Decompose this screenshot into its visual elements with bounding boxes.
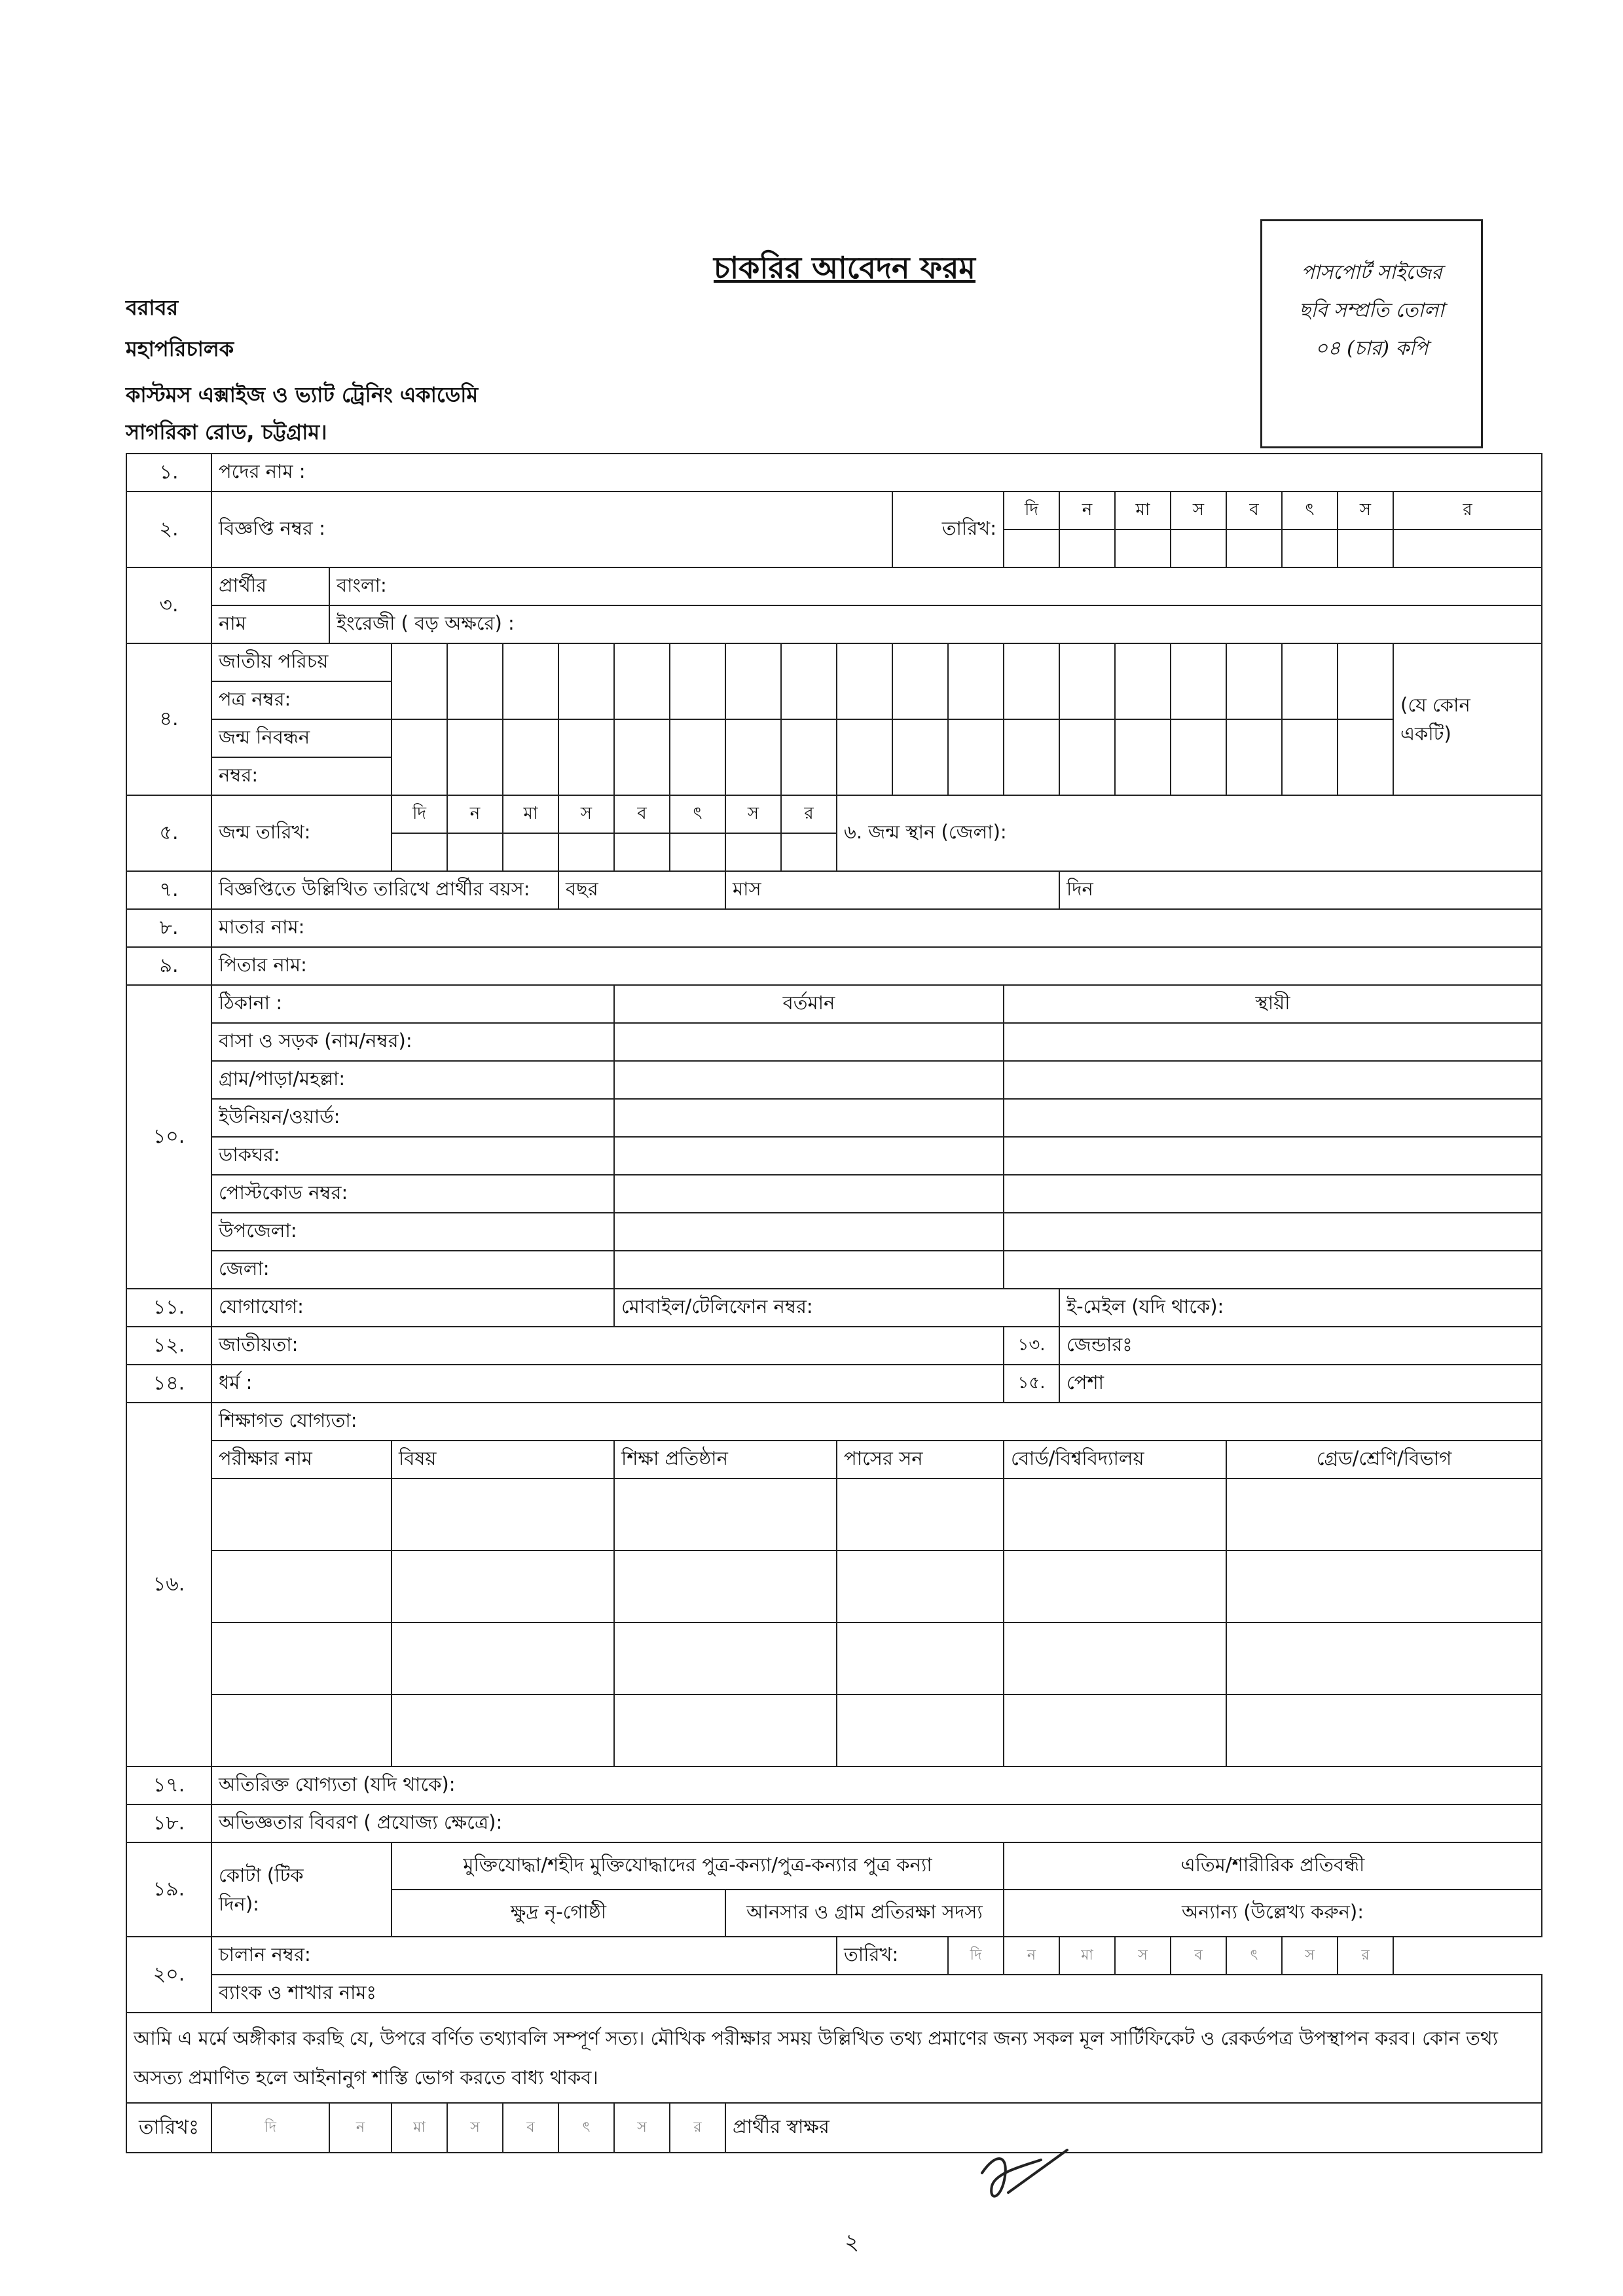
nid-box-3[interactable] (503, 643, 558, 719)
nid-box-18[interactable] (1338, 643, 1393, 719)
address-house-permanent[interactable] (1004, 1023, 1542, 1061)
signature-label[interactable]: প্রার্থীর স্বাক্ষর (725, 2103, 1542, 2153)
challan-date-box-8[interactable]: র (1338, 1937, 1393, 1975)
challan-date-box-1[interactable]: দি (948, 1937, 1004, 1975)
address-union-permanent[interactable] (1004, 1099, 1542, 1137)
row-14-number: ১৪. (126, 1365, 211, 1403)
brn-box-3[interactable] (503, 719, 558, 795)
footer-date-box-2[interactable]: ন (329, 2103, 392, 2153)
circular-number-field[interactable]: বিজ্ঞপ্তি নম্বর : (211, 492, 892, 567)
circular-date-box-5: ব (1226, 492, 1282, 529)
nid-box-15[interactable] (1171, 643, 1226, 719)
row-3-number: ৩. (126, 567, 211, 643)
edu-row-4-year[interactable] (837, 1695, 1004, 1767)
birth-date-box-6: ৎ (670, 795, 725, 833)
nid-box-1[interactable] (392, 643, 447, 719)
birth-date-input-6[interactable] (670, 833, 725, 871)
edu-row-1-grade[interactable] (1226, 1479, 1542, 1551)
experience-field[interactable]: অভিজ্ঞতার বিবরণ ( প্রযোজ্য ক্ষেত্রে): (211, 1804, 1542, 1842)
religion-field[interactable]: ধর্ম : (211, 1365, 1004, 1403)
row-1-number: ১. (126, 454, 211, 492)
edu-col-exam: পরীক্ষার নাম (211, 1441, 392, 1479)
challan-number-field[interactable]: চালান নম্বর: (211, 1937, 837, 1975)
footer-date-box-7[interactable]: স (614, 2103, 670, 2153)
occupation-field[interactable]: পেশা (1059, 1365, 1542, 1403)
address-union-label: ইউনিয়ন/ওয়ার্ড: (211, 1099, 614, 1137)
edu-col-board: বোর্ড/বিশ্ববিদ্যালয় (1004, 1441, 1226, 1479)
brn-box-1[interactable] (392, 719, 447, 795)
edu-row-3-subject[interactable] (392, 1623, 614, 1695)
photo-box-line-3: ০৪ (চার) কপি (1315, 337, 1429, 360)
birth-date-input-3[interactable] (503, 833, 558, 871)
edu-row-2-institution[interactable] (614, 1551, 837, 1623)
page-number: ২ (845, 2229, 860, 2255)
birth-date-box-7: স (725, 795, 781, 833)
email-field[interactable]: ই-মেইল (যদি থাকে): (1059, 1289, 1542, 1327)
challan-date-box-6[interactable]: ৎ (1226, 1937, 1282, 1975)
address-permanent-header: স্থায়ী (1004, 985, 1542, 1023)
row-8-number: ৮. (126, 909, 211, 947)
nid-box-7[interactable] (725, 643, 781, 719)
brn-box-18[interactable] (1338, 719, 1393, 795)
brn-box-10[interactable] (892, 719, 948, 795)
phone-field[interactable]: মোবাইল/টেলিফোন নম্বর: (614, 1289, 1059, 1327)
row-4-number: ৪. (126, 643, 211, 795)
edu-row-4-subject[interactable] (392, 1695, 614, 1767)
nid-box-9[interactable] (837, 643, 892, 719)
edu-row-3-year[interactable] (837, 1623, 1004, 1695)
edu-row-4-institution[interactable] (614, 1695, 837, 1767)
nid-box-13[interactable] (1059, 643, 1115, 719)
nid-box-8[interactable] (781, 643, 837, 719)
circular-date-input-1[interactable] (1004, 529, 1059, 567)
row-2-number: ২. (126, 492, 211, 567)
row-19-number: ১৯. (126, 1842, 211, 1937)
circular-date-input-7[interactable] (1338, 529, 1393, 567)
address-district-present[interactable] (614, 1251, 1004, 1289)
address-postoffice-label: ডাকঘর: (211, 1137, 614, 1175)
quota-label (211, 1842, 392, 1937)
nid-box-6[interactable] (670, 643, 725, 719)
brn-box-12[interactable] (1004, 719, 1059, 795)
id-note (1393, 643, 1542, 795)
age-year-field[interactable]: বছর (558, 871, 725, 909)
footer-date-box-4[interactable]: স (447, 2103, 503, 2153)
quota-orphan-disabled[interactable]: এতিম/শারীরিক প্রতিবন্ধী (1004, 1842, 1542, 1890)
quota-label-line-2: দিন): (219, 1893, 259, 1915)
circular-date-box-8: র (1393, 492, 1542, 529)
brn-box-4[interactable] (558, 719, 614, 795)
address-house-label: বাসা ও সড়ক (নাম/নম্বর): (211, 1023, 614, 1061)
address-line-3: কাস্টমস এক্সাইজ ও ভ্যাট ট্রেনিং একাডেমি (126, 382, 479, 407)
bank-branch-field[interactable]: ব্যাংক ও শাখার নামঃ (211, 1975, 1542, 2013)
address-postcode-present[interactable] (614, 1175, 1004, 1213)
id-note-line-2: একটি) (1400, 723, 1451, 745)
age-month-field[interactable]: মাস (725, 871, 1059, 909)
nid-box-2[interactable] (447, 643, 503, 719)
address-line-1: বরাবর (126, 295, 179, 320)
edu-row-2-grade[interactable] (1226, 1551, 1542, 1623)
row-12-number: ১২. (126, 1327, 211, 1365)
address-postcode-label: পোস্টকোড নম্বর: (211, 1175, 614, 1213)
form-title: চাকরির আবেদন ফরম (714, 250, 976, 285)
brn-label-1: জন্ম নিবন্ধন (211, 719, 392, 757)
nid-box-5[interactable] (614, 643, 670, 719)
row-13-number: ১৩. (1004, 1327, 1059, 1365)
nid-box-14[interactable] (1115, 643, 1171, 719)
photo-box-line-1: পাসপোর্ট সাইজের (1301, 261, 1442, 284)
brn-box-8[interactable] (781, 719, 837, 795)
birth-date-input-7[interactable] (725, 833, 781, 871)
age-label: বিজ্ঞপ্তিতে উল্লিখিত তারিখে প্রার্থীর বয়স: (211, 871, 558, 909)
edu-row-3-exam[interactable] (211, 1623, 392, 1695)
brn-box-2[interactable] (447, 719, 503, 795)
name-bangla-field[interactable]: বাংলা: (329, 567, 1542, 605)
circular-date-box-6: ৎ (1282, 492, 1338, 529)
edu-row-4-exam[interactable] (211, 1695, 392, 1767)
address-present-header: বর্তমান (614, 985, 1004, 1023)
row-18-number: ১৮. (126, 1804, 211, 1842)
application-form-table (126, 453, 1542, 2153)
address-line-4: সাগরিকা রোড, চট্টগ্রাম। (126, 420, 327, 444)
brn-box-6[interactable] (670, 719, 725, 795)
edu-row-1-exam[interactable] (211, 1479, 392, 1551)
challan-date-box-3[interactable]: মা (1059, 1937, 1115, 1975)
brn-box-7[interactable] (725, 719, 781, 795)
address-village-permanent[interactable] (1004, 1061, 1542, 1099)
birth-date-box-8: র (781, 795, 837, 833)
circular-date-box-2: ন (1059, 492, 1115, 529)
birth-date-box-2: ন (447, 795, 503, 833)
address-line-2: মহাপরিচালক (126, 336, 234, 361)
edu-row-1-year[interactable] (837, 1479, 1004, 1551)
nid-box-10[interactable] (892, 643, 948, 719)
address-house-present[interactable] (614, 1023, 1004, 1061)
birth-date-box-3: মা (503, 795, 558, 833)
circular-date-input-3[interactable] (1115, 529, 1171, 567)
declaration-text: আমি এ মর্মে অঙ্গীকার করছি যে, উপরে বর্ণিত তথ্যাবলি সম্পূর্ণ সত্য। মৌখিক পরীক্ষার সময় উল্লিখিত তথ্য প্রমাণের জন্য সকল মূল সার্টিফিকেট ও রেকর্ডপত্র উপস্থাপন করব। কোন তথ্য অসত্য প্রমাণিত হলে আইনানুগ শাস্তি ভোগ করতে বাধ্য থাকব। (126, 2013, 1542, 2103)
name-english-field[interactable]: ইংরেজী ( বড় অক্ষরে) : (329, 605, 1542, 643)
signature-mark (969, 2147, 1074, 2219)
edu-row-1-institution[interactable] (614, 1479, 837, 1551)
challan-date-box-4[interactable]: স (1115, 1937, 1171, 1975)
education-label: শিক্ষাগত যোগ্যতা: (211, 1403, 1542, 1441)
brn-box-13[interactable] (1059, 719, 1115, 795)
edu-row-4-board[interactable] (1004, 1695, 1226, 1767)
circular-date-input-4[interactable] (1171, 529, 1226, 567)
nid-label-2: পত্র নম্বর: (211, 681, 392, 719)
address-village-present[interactable] (614, 1061, 1004, 1099)
birth-date-input-5[interactable] (614, 833, 670, 871)
circular-date-box-4: স (1171, 492, 1226, 529)
additional-qualification-field[interactable]: অতিরিক্ত যোগ্যতা (যদি থাকে): (211, 1767, 1542, 1804)
brn-box-5[interactable] (614, 719, 670, 795)
brn-box-17[interactable] (1282, 719, 1338, 795)
circular-date-box-3: মা (1115, 492, 1171, 529)
edu-row-3-board[interactable] (1004, 1623, 1226, 1695)
address-union-present[interactable] (614, 1099, 1004, 1137)
nid-box-17[interactable] (1282, 643, 1338, 719)
footer-date-box-8[interactable]: র (670, 2103, 725, 2153)
nid-box-11[interactable] (948, 643, 1004, 719)
nid-box-4[interactable] (558, 643, 614, 719)
edu-row-3-institution[interactable] (614, 1623, 837, 1695)
address-upazila-present[interactable] (614, 1213, 1004, 1251)
gender-field[interactable]: জেন্ডারঃ (1059, 1327, 1542, 1365)
challan-date-label: তারিখ: (837, 1937, 948, 1975)
circular-date-label: তারিখ: (892, 492, 1004, 567)
address-upazila-label: উপজেলা: (211, 1213, 614, 1251)
row-20-number: ২০. (126, 1937, 211, 2013)
circular-date-box-7: স (1338, 492, 1393, 529)
brn-label-2: নম্বর: (211, 757, 392, 795)
brn-box-16[interactable] (1226, 719, 1282, 795)
edu-col-grade: গ্রেড/শ্রেণি/বিভাগ (1226, 1441, 1542, 1479)
nid-box-12[interactable] (1004, 643, 1059, 719)
birth-date-input-8[interactable] (781, 833, 837, 871)
nid-label-1: জাতীয় পরিচয় (211, 643, 392, 681)
row-7-number: ৭. (126, 871, 211, 909)
address-postoffice-permanent[interactable] (1004, 1137, 1542, 1175)
edu-row-2-subject[interactable] (392, 1551, 614, 1623)
footer-date-box-1[interactable]: দি (211, 2103, 329, 2153)
edu-row-4-grade[interactable] (1226, 1695, 1542, 1767)
birth-date-box-5: ব (614, 795, 670, 833)
quota-ethnic-minority[interactable]: ক্ষুদ্র নৃ-গোষ্ঠী (392, 1890, 725, 1937)
edu-col-year: পাসের সন (837, 1441, 1004, 1479)
nationality-field[interactable]: জাতীয়তা: (211, 1327, 1004, 1365)
circular-date-input-5[interactable] (1226, 529, 1282, 567)
footer-date-box-3[interactable]: মা (392, 2103, 447, 2153)
birth-place-field[interactable]: ৬. জন্ম স্থান (জেলা): (837, 795, 1542, 871)
brn-box-15[interactable] (1171, 719, 1226, 795)
address-header: ঠিকানা : (211, 985, 614, 1023)
address-postoffice-present[interactable] (614, 1137, 1004, 1175)
photo-box (1260, 219, 1483, 448)
edu-col-subject: বিষয় (392, 1441, 614, 1479)
applicant-name-label-2: নাম (211, 605, 329, 643)
circular-date-input-2[interactable] (1059, 529, 1115, 567)
address-district-label: জেলা: (211, 1251, 614, 1289)
footer-date-box-5[interactable]: ব (503, 2103, 558, 2153)
quota-other[interactable]: অন্যান্য (উল্লেখ্য করুন): (1004, 1890, 1542, 1937)
edu-row-2-exam[interactable] (211, 1551, 392, 1623)
row-11-number: ১১. (126, 1289, 211, 1327)
circular-date-input-8[interactable] (1393, 529, 1542, 567)
birth-date-input-1[interactable] (392, 833, 447, 871)
post-name-field[interactable]: পদের নাম : (211, 454, 1542, 492)
birth-date-box-4: স (558, 795, 614, 833)
edu-col-institution: শিক্ষা প্রতিষ্ঠান (614, 1441, 837, 1479)
edu-row-2-board[interactable] (1004, 1551, 1226, 1623)
brn-box-11[interactable] (948, 719, 1004, 795)
birth-date-label: জন্ম তারিখ: (211, 795, 392, 871)
id-note-line-1: (যে কোন (1400, 694, 1470, 716)
quota-freedom-fighter[interactable]: মুক্তিযোদ্ধা/শহীদ মুক্তিযোদ্ধাদের পুত্র-কন্যা/পুত্র-কন্যার পুত্র কন্যা (392, 1842, 1004, 1890)
row-5-number: ৫. (126, 795, 211, 871)
edu-row-1-board[interactable] (1004, 1479, 1226, 1551)
address-village-label: গ্রাম/পাড়া/মহল্লা: (211, 1061, 614, 1099)
birth-date-input-4[interactable] (558, 833, 614, 871)
applicant-name-label-1: প্রার্থীর (211, 567, 329, 605)
challan-date-box-7[interactable]: স (1282, 1937, 1338, 1975)
footer-date-label: তারিখঃ (126, 2103, 211, 2153)
address-postcode-permanent[interactable] (1004, 1175, 1542, 1213)
row-17-number: ১৭. (126, 1767, 211, 1804)
nid-box-16[interactable] (1226, 643, 1282, 719)
circular-date-box-1: দি (1004, 492, 1059, 529)
row-16-number: ১৬. (126, 1403, 211, 1767)
contact-label: যোগাযোগ: (211, 1289, 614, 1327)
address-upazila-permanent[interactable] (1004, 1213, 1542, 1251)
birth-date-box-1: দি (392, 795, 447, 833)
photo-box-line-2: ছবি সম্প্রতি তোলা (1299, 299, 1444, 322)
father-name-field[interactable]: পিতার নাম: (211, 947, 1542, 985)
challan-date-box-2[interactable]: ন (1004, 1937, 1059, 1975)
challan-date-box-5[interactable]: ব (1171, 1937, 1226, 1975)
quota-label-line-1: কোটা (টিক (219, 1864, 304, 1886)
age-day-field[interactable]: দিন (1059, 871, 1542, 909)
edu-row-2-year[interactable] (837, 1551, 1004, 1623)
brn-box-14[interactable] (1115, 719, 1171, 795)
address-district-permanent[interactable] (1004, 1251, 1542, 1289)
brn-box-9[interactable] (837, 719, 892, 795)
footer-date-box-6[interactable]: ৎ (558, 2103, 614, 2153)
edu-row-1-subject[interactable] (392, 1479, 614, 1551)
mother-name-field[interactable]: মাতার নাম: (211, 909, 1542, 947)
row-9-number: ৯. (126, 947, 211, 985)
birth-date-input-2[interactable] (447, 833, 503, 871)
quota-ansar-vdp[interactable]: আনসার ও গ্রাম প্রতিরক্ষা সদস্য (725, 1890, 1004, 1937)
row-10-number: ১০. (126, 985, 211, 1289)
row-15-number: ১৫. (1004, 1365, 1059, 1403)
edu-row-3-grade[interactable] (1226, 1623, 1542, 1695)
circular-date-input-6[interactable] (1282, 529, 1338, 567)
